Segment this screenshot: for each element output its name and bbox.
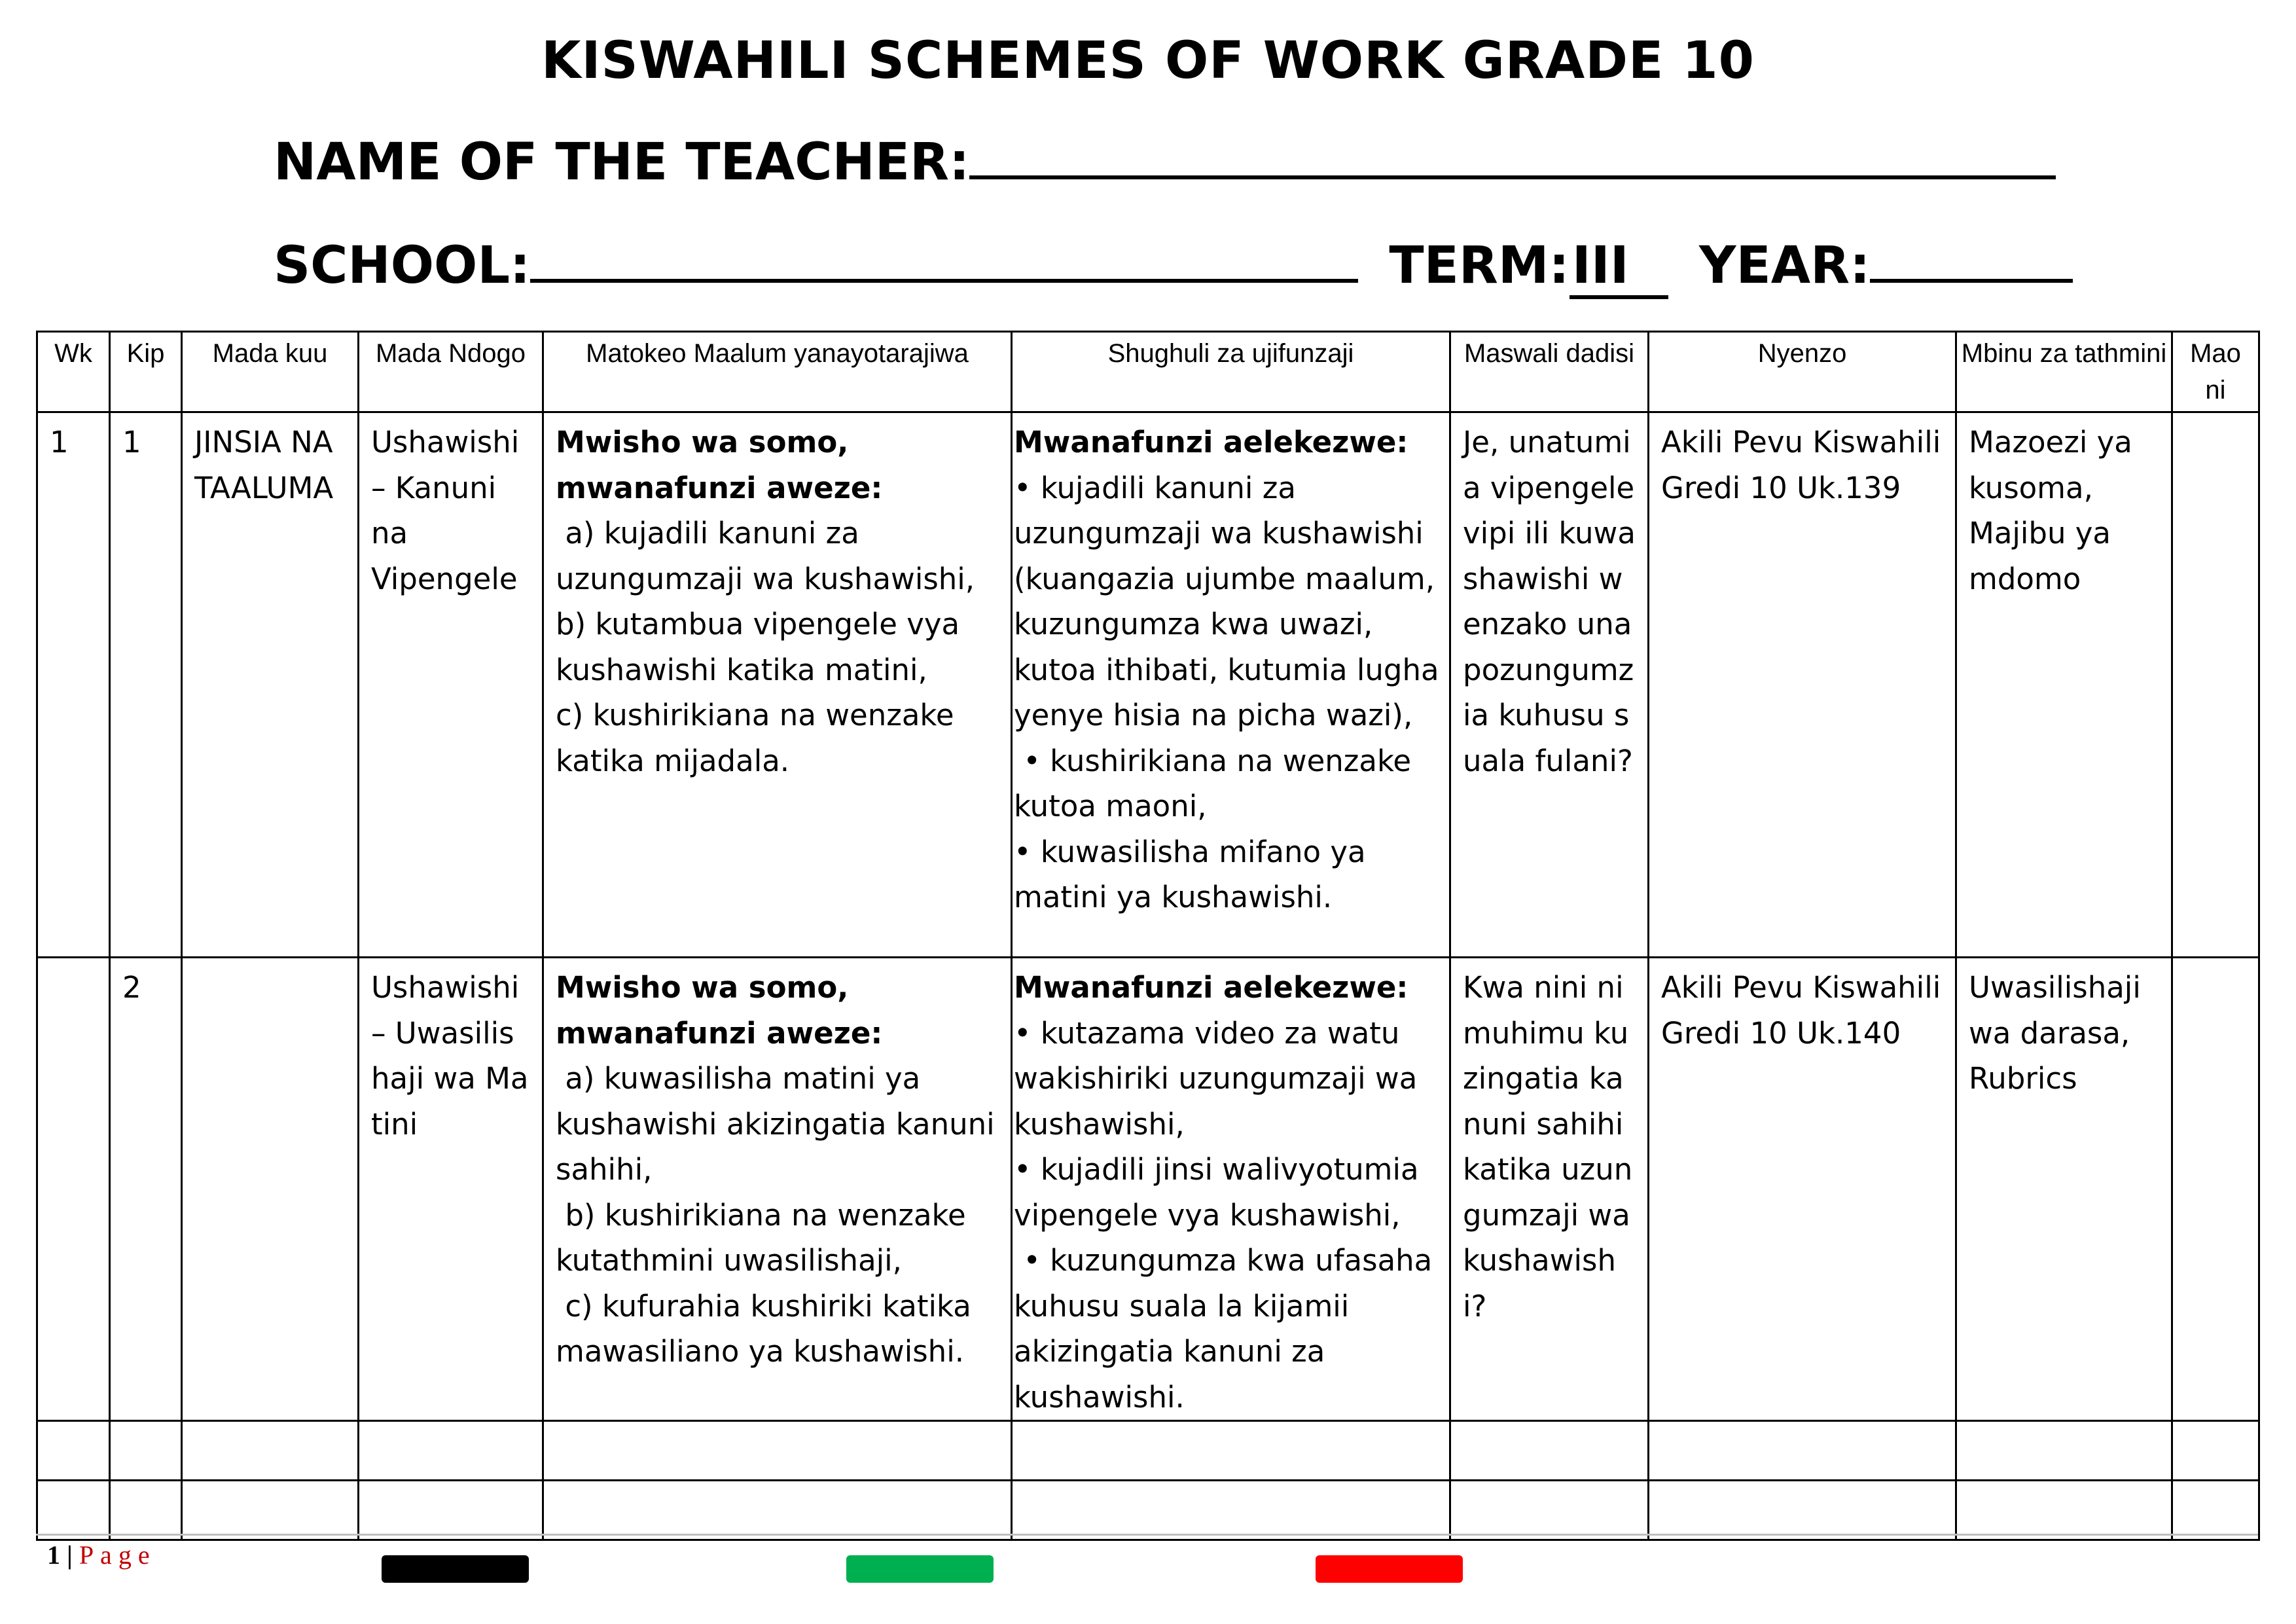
empty-cell[interactable] bbox=[359, 1481, 543, 1540]
cell-maoni[interactable] bbox=[2172, 958, 2259, 1421]
cell-matokeo bbox=[543, 958, 1012, 1421]
footer-divider bbox=[36, 1534, 2258, 1536]
empty-cell[interactable] bbox=[1450, 1481, 1649, 1540]
cell-mbinu: Uwasilishaji wa darasa, Rubrics bbox=[1956, 958, 2172, 1421]
table-row-empty bbox=[37, 1421, 2259, 1481]
header-maswali: Maswali dadisi bbox=[1450, 332, 1649, 412]
empty-cell[interactable] bbox=[110, 1421, 182, 1481]
cell-maswali: Kwa nini ni muhimu kuzingatia kanuni sahihi katika uzungumzaji wa kushawishi? bbox=[1450, 958, 1649, 1421]
color-swatch-red bbox=[1316, 1555, 1463, 1583]
header-shughuli: Shughuli za ujifunzaji bbox=[1012, 332, 1450, 412]
empty-cell[interactable] bbox=[1012, 1421, 1450, 1481]
page-footer bbox=[47, 1540, 156, 1570]
matokeo-heading: Mwisho wa somo, mwanafunzi aweze: bbox=[556, 425, 883, 505]
cell-wk: 1 bbox=[37, 412, 110, 958]
empty-cell[interactable] bbox=[359, 1421, 543, 1481]
cell-maswali: Je, unatumia vipengele vipi ili kuwashawishi wenzako unapozungumzia kuhusu suala fulani? bbox=[1450, 412, 1649, 958]
teacher-line bbox=[274, 131, 2054, 192]
header-wk: Wk bbox=[37, 332, 110, 412]
color-swatch-black bbox=[382, 1555, 529, 1583]
header-nyenzo: Nyenzo bbox=[1649, 332, 1956, 412]
shughuli-text: • kutazama video za watu wakishiriki uzungumzaji wa kushawishi, • kujadili jinsi walivyotumia vipengele vya kushawishi, • kuzungumza kwa ufasaha kuhusu suala la kijamii akizingatia kanuni za kushawishi. bbox=[1014, 1015, 1433, 1415]
matokeo-text: a) kuwasilisha matini ya kushawishi akizingatia kanuni sahihi, b) kushirikiana na wenzake kutathmini uwasilishaji, c) kufurahia kushiriki katika mawasiliano ya kushawishi. bbox=[556, 1061, 995, 1369]
empty-cell[interactable] bbox=[110, 1481, 182, 1540]
matokeo-heading: Mwisho wa somo, mwanafunzi aweze: bbox=[556, 970, 883, 1051]
header-mada-ndogo: Mada Ndogo bbox=[359, 332, 543, 412]
table-header-row bbox=[37, 332, 2259, 412]
empty-cell[interactable] bbox=[2172, 1481, 2259, 1540]
cell-mada-kuu: JINSIA NA TAALUMA bbox=[182, 412, 359, 958]
cell-kip: 1 bbox=[110, 412, 182, 958]
table-row bbox=[37, 958, 2259, 1421]
header-kip: Kip bbox=[110, 332, 182, 412]
term-value[interactable]: III bbox=[1570, 236, 1668, 299]
teacher-blank[interactable] bbox=[969, 131, 2056, 179]
page-number: 1 bbox=[47, 1540, 60, 1570]
color-swatch-green bbox=[846, 1555, 994, 1583]
school-blank[interactable] bbox=[530, 234, 1358, 283]
cell-nyenzo: Akili Pevu Kiswahili Gredi 10 Uk.140 bbox=[1649, 958, 1956, 1421]
empty-cell[interactable] bbox=[1649, 1421, 1956, 1481]
cell-mada-ndogo: Ushawishi – Kanuni na Vipengele bbox=[359, 412, 543, 958]
empty-cell[interactable] bbox=[2172, 1421, 2259, 1481]
cell-mbinu: Mazoezi ya kusoma, Majibu ya mdomo bbox=[1956, 412, 2172, 958]
cell-kip: 2 bbox=[110, 958, 182, 1421]
empty-cell[interactable] bbox=[543, 1421, 1012, 1481]
year-blank[interactable] bbox=[1870, 234, 2073, 283]
header-mada-kuu: Mada kuu bbox=[182, 332, 359, 412]
empty-cell[interactable] bbox=[1956, 1481, 2172, 1540]
cell-mada-ndogo: Ushawishi – Uwasilishaji wa Matini bbox=[359, 958, 543, 1421]
empty-cell[interactable] bbox=[1450, 1421, 1649, 1481]
cell-shughuli bbox=[1012, 958, 1450, 1421]
empty-cell[interactable] bbox=[182, 1481, 359, 1540]
empty-cell[interactable] bbox=[543, 1481, 1012, 1540]
empty-cell[interactable] bbox=[37, 1421, 110, 1481]
header-matokeo: Matokeo Maalum yanayotarajiwa bbox=[543, 332, 1012, 412]
header-maoni: Mao ni bbox=[2172, 332, 2259, 412]
empty-cell[interactable] bbox=[182, 1421, 359, 1481]
empty-cell[interactable] bbox=[1012, 1481, 1450, 1540]
cell-nyenzo: Akili Pevu Kiswahili Gredi 10 Uk.139 bbox=[1649, 412, 1956, 958]
table-row bbox=[37, 412, 2259, 958]
school-label: SCHOOL: bbox=[274, 236, 531, 295]
teacher-label: NAME OF THE TEACHER: bbox=[274, 133, 970, 192]
shughuli-heading: Mwanafunzi aelekezwe: bbox=[1014, 970, 1408, 1005]
shughuli-text: • kujadili kanuni za uzungumzaji wa kushawishi (kuangazia ujumbe maalum, kuzungumza kwa uwazi, kutoa ithibati, kutumia lugha yenye hisia na picha wazi), • kushirikiana na wenzake kutoa maoni, • kuwasilisha mifano ya matini ya kushawishi. bbox=[1014, 470, 1439, 914]
school-term-year-line bbox=[274, 234, 2054, 299]
term-label: TERM: bbox=[1389, 236, 1570, 295]
year-label: YEAR: bbox=[1698, 236, 1871, 295]
matokeo-text: a) kujadili kanuni za uzungumzaji wa kushawishi, b) kutambua vipengele vya kushawishi katika matini, c) kushirikiana na wenzake katika mijadala. bbox=[556, 516, 975, 778]
cell-matokeo bbox=[543, 412, 1012, 958]
scheme-table bbox=[36, 331, 2260, 1541]
cell-maoni[interactable] bbox=[2172, 412, 2259, 958]
empty-cell[interactable] bbox=[1956, 1421, 2172, 1481]
document-title: KISWAHILI SCHEMES OF WORK GRADE 10 bbox=[541, 31, 1755, 90]
header-mbinu: Mbinu za tathmini bbox=[1956, 332, 2172, 412]
table-row-empty bbox=[37, 1481, 2259, 1540]
empty-cell[interactable] bbox=[37, 1481, 110, 1540]
page-label: Page bbox=[79, 1540, 156, 1570]
shughuli-heading: Mwanafunzi aelekezwe: bbox=[1014, 425, 1408, 460]
empty-cell[interactable] bbox=[1649, 1481, 1956, 1540]
page-separator: | bbox=[67, 1540, 73, 1570]
cell-wk bbox=[37, 958, 110, 1421]
cell-shughuli bbox=[1012, 412, 1450, 958]
cell-mada-kuu bbox=[182, 958, 359, 1421]
